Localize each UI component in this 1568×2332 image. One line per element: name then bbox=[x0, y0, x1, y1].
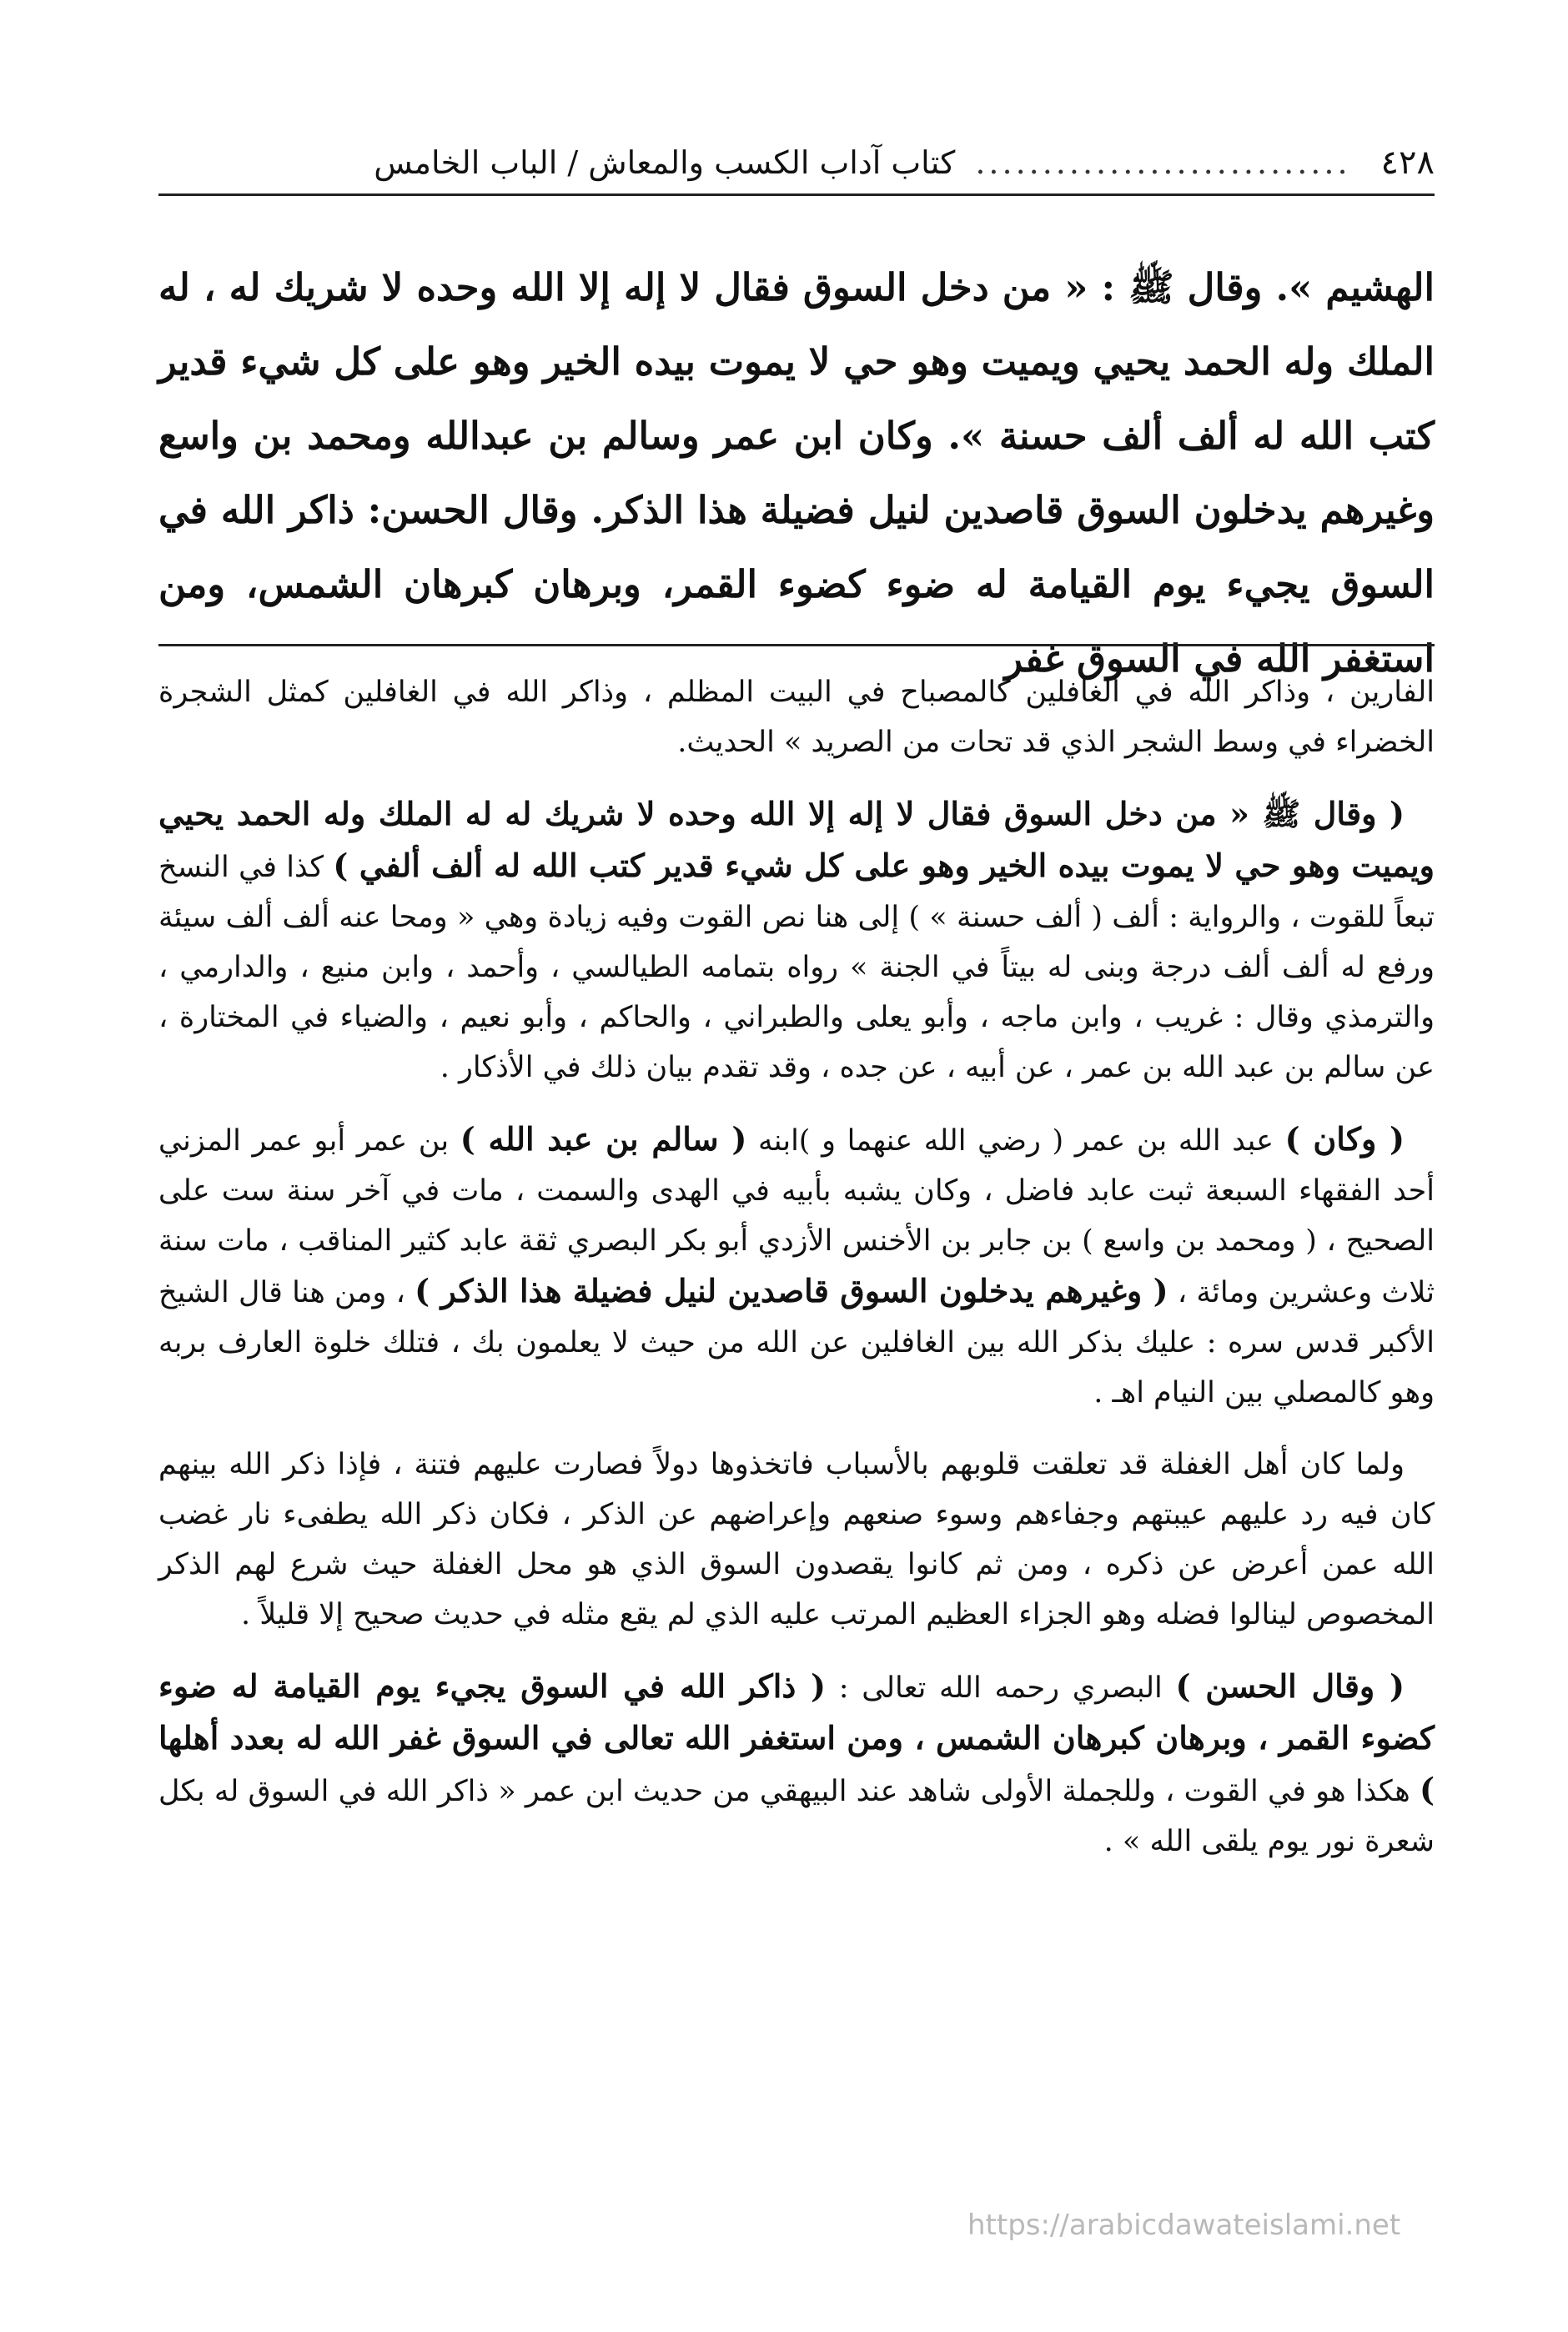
page-number: ٤٢٨ bbox=[1380, 143, 1435, 182]
commentary-paragraph-5: ( وقال الحسن ) البصري رحمه الله تعالى : ( ذاكر الله في السوق يجيء يوم القيامة له ضوء كضوء القمر ، وبرهان كبرهان الشمس ، ومن استغفر الله تعالى في السوق غفر الله له بعدد أهلها ) هكذا هو في القوت ، وللجملة الأولى شاهد عند البيهقي من حديث ابن عمر « ذاكر الله في السوق له بكل شعرة نور يوم يلقى الله » . bbox=[158, 1667, 1435, 1858]
commentary-paragraph-2: ( وقال ﷺ « من دخل السوق فقال لا إله إلا الله وحده لا شريك له له الملك وله الحمد يحيي ويميت وهو حي لا يموت بيده الخير وهو على كل شيء قدير كتب الله له ألف ألفي ) كذا في النسخ تبعاً للقوت ، والرواية : ألف ( ألف حسنة » ) إلى هنا نص القوت وفيه زيادة وهي « ومحا عنه ألف ألف سيئة ورفع له ألف ألف درجة وبنى له بيتاً في الجنة » رواه بتمامه الطيالسي ، وأحمد ، وابن منيع ، والدارمي ، والترمذي وقال : غريب ، وابن ماجه ، وأبو يعلى والطبراني ، والحاكم ، وأبو نعيم ، والضياء في المختارة ، عن سالم بن عبد الله بن عمر ، عن أبيه ، عن جده ، وقد تقدم بيان ذلك في الأذكار . bbox=[158, 795, 1435, 1084]
header-leader-dots: ............................ bbox=[975, 144, 1351, 181]
header-title: كتاب آداب الكسب والمعاش / الباب الخامس bbox=[374, 144, 956, 181]
main-text-paragraph: الهشيم ». وقال ﷺ : « من دخل السوق فقال لا إله إلا الله وحده لا شريك له ، له الملك وله الحمد يحيي ويميت وهو حي لا يموت بيده الخير وهو على كل شيء قدير كتب الله له ألف ألف حسنة ». وكان ابن عمر وسالم بن عبدالله ومحمد بن واسع وغيرهم يدخلون السوق قاصدين لنيل فضيلة هذا الذكر. وقال الحسن: ذاكر الله في السوق يجيء يوم القيامة له ضوء كضوء القمر، وبرهان كبرهان الشمس، ومن استغفر الله في السوق غفر bbox=[158, 265, 1435, 681]
document-page bbox=[158, 0, 1435, 2332]
running-header bbox=[158, 133, 1435, 192]
quoted-hadith: ( وقال ﷺ « من دخل السوق فقال لا إله إلا الله وحده لا شريك له له الملك وله الحمد يحيي ويميت وهو حي لا يموت بيده الخير وهو على كل شيء قدير كتب الله له ألف ألفي ) bbox=[158, 795, 1435, 884]
main-text bbox=[158, 250, 1435, 696]
header-rule bbox=[158, 193, 1435, 196]
commentary-paragraph-3: ( وكان ) عبد الله بن عمر ( رضي الله عنهما و )ابنه ( سالم بن عبد الله ) بن عمر أبو عمر المزني أحد الفقهاء السبعة ثبت عابد فاضل ، وكان يشبه بأبيه في الهدى والسمت ، مات في آخر سنة ست على الصحيح ، ( ومحمد بن واسع ) بن جابر بن الأخنس الأزدي أبو بكر البصري ثقة عابد كثير المناقب ، مات سنة ثلاث وعشرين ومائة ، ( وغيرهم يدخلون السوق قاصدين لنيل فضيلة هذا الذكر ) ، ومن هنا قال الشيخ الأكبر قدس سره : عليك بذكر الله بين الغافلين عن الله من حيث لا يعلمون بك ، فتلك خلوة العارف بربه وهو كالمصلي بين النيام اهـ . bbox=[158, 1120, 1435, 1410]
commentary-paragraph-4: ولما كان أهل الغفلة قد تعلقت قلوبهم بالأسباب فاتخذوها دولاً فصارت عليهم فتنة ، فإذا ذكر الله بينهم كان فيه رد عليهم عيبتهم وجفاءهم وسوء صنعهم وإعراضهم عن الذكر ، فكان ذكر الله يطفىء نار غضب الله عمن أعرض عن ذكره ، ومن ثم كانوا يقصدون السوق الذي هو محل الغفلة حيث شرع لهم الذكر المخصوص لينالوا فضله وهو الجزاء العظيم المرتب عليه الذي لم يقع مثله في حديث صحيح إلا قليلاً . bbox=[158, 1448, 1435, 1631]
watermark: https://arabicdawateislami.net bbox=[967, 2209, 1401, 2242]
commentary bbox=[158, 667, 1435, 1888]
footnote-rule bbox=[158, 644, 1435, 646]
commentary-paragraph-1: الفارين ، وذاكر الله في الغافلين كالمصباح في البيت المظلم ، وذاكر الله في الغافلين كمثل الشجرة الخضراء في وسط الشجر الذي قد تحات من الصريد » الحديث. bbox=[158, 676, 1435, 759]
